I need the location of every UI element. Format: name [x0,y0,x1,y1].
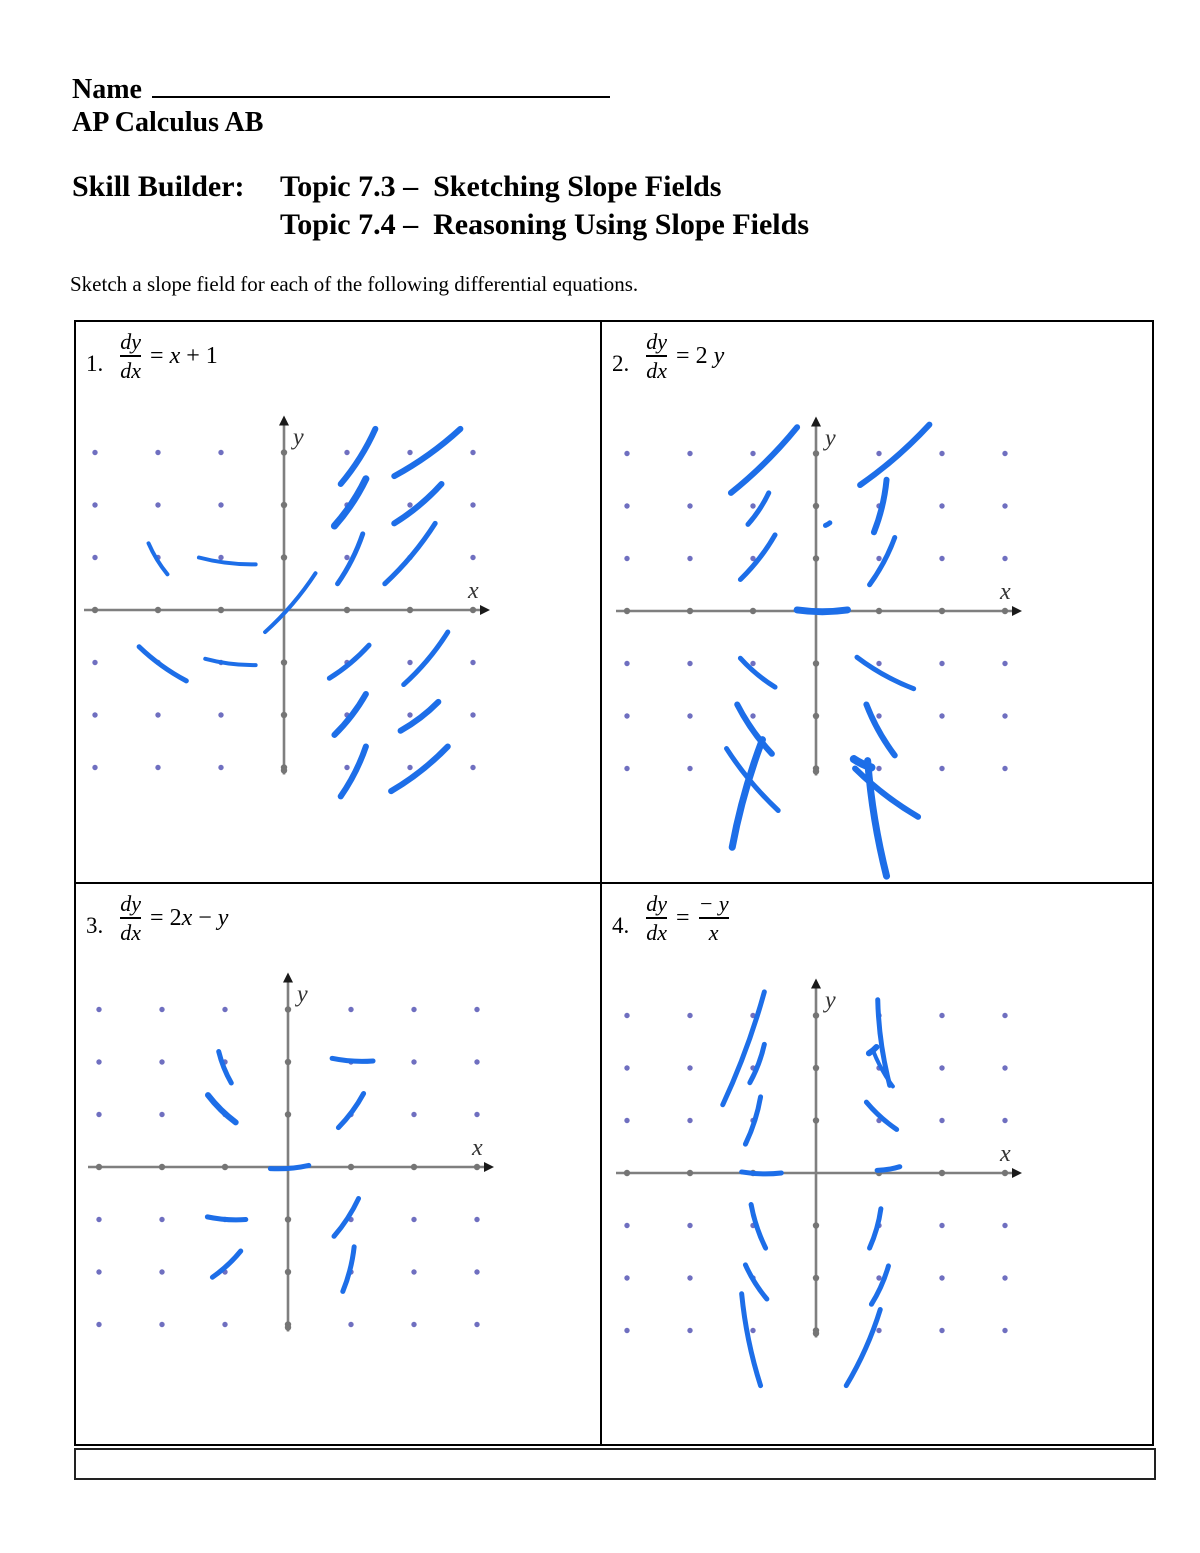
axis-tick [281,554,287,560]
grid-dot [939,1118,944,1123]
grid-dot [407,765,412,770]
slope-stroke [870,538,895,585]
grid-dot [411,1112,416,1117]
answer-box [74,1448,1156,1480]
grid-dot [155,712,160,717]
rhs-expression: x + 1 [169,342,218,369]
page-title [72,168,809,244]
axis-tick [1002,1170,1008,1176]
slope-stroke [870,1209,881,1248]
axis-tick [285,1111,291,1117]
grid-dot [687,1013,692,1018]
slope-stroke [334,1199,359,1237]
x-axis-arrow-icon [1012,1168,1022,1178]
axis-tick [218,607,224,613]
grid-dot [939,1328,944,1333]
slope-stroke [139,647,186,681]
grid-dot [155,502,160,507]
grid-dot [1002,713,1007,718]
equals-sign: = [150,904,164,931]
slope-stroke [334,694,366,735]
slope-stroke [857,657,914,689]
grid-dot [624,1118,629,1123]
y-axis-arrow-icon [283,973,293,983]
axis-tick [813,503,819,509]
slope-stroke [871,1266,888,1304]
course-label: AP Calculus AB [72,107,264,138]
equation-4 [612,892,732,945]
grid-dot [407,660,412,665]
axis-tick [624,1170,630,1176]
slope-stroke [877,1167,900,1171]
grid-dot [624,1065,629,1070]
axis-tick [813,1012,819,1018]
slope-stroke [394,484,441,523]
grid-dot [939,1275,944,1280]
grid-dot [1002,766,1007,771]
grid-dot [470,555,475,560]
grid-dot [939,1065,944,1070]
x-axis-arrow-icon [480,605,490,615]
y-axis-arrow-icon [811,417,821,427]
topic-line-2: Topic 7.4 – Reasoning Using Slope Fields [280,208,809,241]
axis-label-y: y [825,987,836,1014]
slope-stroke [208,1095,236,1122]
grid-dot [624,451,629,456]
grid-dot [92,450,97,455]
equation-1 [86,330,218,383]
slope-stroke [860,425,929,485]
grid-dot [876,661,881,666]
grid-dot [624,503,629,508]
grid-dot [687,661,692,666]
axis-tick [813,768,819,774]
slope-stroke [868,761,887,877]
grid-dot [876,556,881,561]
grid-dot [687,1275,692,1280]
grid-dot [407,450,412,455]
slope-stroke [385,523,435,583]
grid-dot [687,1118,692,1123]
slope-stroke [332,1058,373,1061]
grid-dot [407,502,412,507]
grid-dot [624,713,629,718]
slope-stroke [341,429,376,484]
axis-tick [285,1216,291,1222]
slope-stroke [855,769,918,817]
axis-tick [813,450,819,456]
y-axis-arrow-icon [279,416,289,426]
grid-dot [876,766,881,771]
grid-dot [92,660,97,665]
grid-dot [876,713,881,718]
axis-tick [813,660,819,666]
axis-tick [285,1324,291,1330]
slope-stroke [731,427,797,493]
axis-label-x: x [1000,1141,1011,1167]
grid-dot [1002,556,1007,561]
grid-dot [876,1275,881,1280]
grid-dot [474,1217,479,1222]
slope-stroke [343,1247,354,1292]
grid-dot [939,766,944,771]
grid-dot [159,1322,164,1327]
grid-dot [470,712,475,717]
slope-stroke [391,747,448,792]
rhs-expression: 2x − y [169,904,229,931]
name-label: Name [72,74,142,105]
grid-dot [92,502,97,507]
axis-label-x: x [1000,579,1011,605]
slope-field-4 [602,884,1152,1444]
grid-dot [474,1007,479,1012]
instruction-text: Sketch a slope field for each of the following differential equations. [70,272,639,296]
grid-dot [939,503,944,508]
grid-dot [411,1217,416,1222]
grid-dot [218,765,223,770]
grid-dot [218,502,223,507]
grid-dot [750,713,755,718]
grid-dot [687,1223,692,1228]
grid-dot [344,765,349,770]
grid-dot [1002,1013,1007,1018]
slope-stroke [219,1052,232,1084]
grid-dot [1002,661,1007,666]
lhs-fraction: $\frac{dy}{dx}$ [120,329,142,383]
name-row [72,72,610,106]
axis-tick [348,1164,354,1170]
grid-dot [159,1007,164,1012]
worksheet-table [74,320,1154,1446]
lhs-fraction: $\frac{dy}{dx}$ [646,891,668,945]
axis-tick [285,1006,291,1012]
slope-stroke [797,610,847,612]
slope-stroke [338,534,363,584]
slope-stroke [329,645,369,678]
slope-stroke [745,1097,760,1144]
grid-dot [687,556,692,561]
grid-dot [474,1322,479,1327]
grid-dot [348,1322,353,1327]
grid-dot [159,1217,164,1222]
grid-dot [750,503,755,508]
grid-dot [624,556,629,561]
slope-stroke [740,658,775,687]
grid-dot [624,1013,629,1018]
axis-tick [813,555,819,561]
slope-stroke [338,1094,363,1128]
grid-dot [92,555,97,560]
x-axis-arrow-icon [484,1162,494,1172]
grid-dot [939,1223,944,1228]
grid-dot [344,555,349,560]
axis-tick [470,607,476,613]
axis-tick [813,1275,819,1281]
grid-dot [222,1007,227,1012]
grid-dot [159,1269,164,1274]
axis-label-y: y [293,424,304,451]
grid-dot [155,765,160,770]
grid-dot [470,502,475,507]
grid-dot [96,1217,101,1222]
equals-sign: = [676,342,690,369]
slope-stroke [866,1102,896,1129]
grid-dot [624,661,629,666]
problem-number: 3. [86,912,104,938]
grid-dot [750,451,755,456]
slope-stroke [207,1217,245,1220]
grid-dot [687,451,692,456]
grid-dot [750,1328,755,1333]
equals-sign: = [676,904,690,931]
grid-dot [92,712,97,717]
lhs-fraction: $\frac{dy}{dx}$ [646,329,668,383]
grid-dot [159,1059,164,1064]
problem-cell-4 [602,884,1152,1444]
equals-sign: = [150,342,164,369]
slope-stroke [740,535,775,580]
axis-tick [750,608,756,614]
grid-dot [687,1328,692,1333]
slope-stroke [742,1172,782,1174]
slope-stroke [846,1310,880,1386]
equation-2 [612,330,724,383]
slope-stroke [750,1044,764,1082]
axis-tick [281,659,287,665]
grid-dot [474,1059,479,1064]
y-axis-arrow-icon [811,979,821,989]
problem-cell-3 [76,884,602,1444]
slope-stroke [401,702,439,731]
grid-dot [96,1059,101,1064]
axis-tick [687,608,693,614]
rhs-expression: 2 y [695,342,725,369]
slope-stroke [723,992,765,1105]
x-axis-arrow-icon [1012,606,1022,616]
slope-stroke [825,523,829,526]
grid-dot [1002,1118,1007,1123]
grid-dot [470,765,475,770]
topic-line-1: Topic 7.3 – Sketching Slope Fields [280,170,722,203]
grid-dot [96,1007,101,1012]
grid-dot [1002,1223,1007,1228]
grid-dot [348,1007,353,1012]
grid-dot [411,1059,416,1064]
axis-tick [813,1222,819,1228]
problem-number: 2. [612,350,630,376]
grid-dot [474,1112,479,1117]
lhs-fraction: $\frac{dy}{dx}$ [120,891,142,945]
slope-stroke [265,573,315,632]
axis-tick [1002,608,1008,614]
grid-dot [1002,1275,1007,1280]
slope-field-3 [76,884,600,1444]
slope-stroke [205,659,255,665]
axis-tick [222,1164,228,1170]
grid-dot [1002,503,1007,508]
grid-dot [624,1275,629,1280]
skill-builder-label: Skill Builder: [72,170,245,203]
grid-dot [939,661,944,666]
grid-dot [1002,1065,1007,1070]
slope-stroke [748,493,769,525]
axis-tick [624,608,630,614]
name-underline [152,72,610,98]
axis-tick [285,1059,291,1065]
axis-tick [876,608,882,614]
problem-number: 4. [612,912,630,938]
axis-label-x: x [468,578,479,604]
axis-tick [813,713,819,719]
slope-stroke [149,543,168,574]
grid-dot [474,1269,479,1274]
grid-dot [687,713,692,718]
slope-stroke [394,429,460,476]
grid-dot [939,556,944,561]
axis-tick [411,1164,417,1170]
slope-field-2 [602,322,1152,882]
axis-tick [813,1117,819,1123]
axis-tick [96,1164,102,1170]
grid-dot [411,1007,416,1012]
grid-dot [411,1269,416,1274]
slope-stroke [866,704,894,755]
axis-tick [159,1164,165,1170]
axis-tick [344,607,350,613]
axis-tick [285,1269,291,1275]
grid-dot [687,766,692,771]
grid-dot [96,1112,101,1117]
axis-label-y: y [825,425,836,452]
grid-dot [96,1269,101,1274]
slope-stroke [874,480,887,533]
axis-tick [92,607,98,613]
grid-dot [411,1322,416,1327]
problem-number: 1. [86,350,104,376]
slope-stroke [341,747,366,797]
axis-label-y: y [297,981,308,1008]
grid-dot [96,1322,101,1327]
grid-dot [687,1065,692,1070]
problem-cell-1 [76,322,602,884]
slope-stroke [737,704,772,753]
axis-tick [813,1065,819,1071]
grid-dot [159,1112,164,1117]
axis-label-x: x [472,1135,483,1161]
grid-dot [939,451,944,456]
grid-dot [1002,451,1007,456]
axis-tick [813,1330,819,1336]
equation-3 [86,892,228,945]
grid-dot [470,450,475,455]
grid-dot [222,1322,227,1327]
grid-dot [876,451,881,456]
axis-tick [474,1164,480,1170]
grid-dot [344,450,349,455]
grid-dot [687,503,692,508]
slope-field-1 [76,322,600,882]
grid-dot [624,1328,629,1333]
slope-stroke [199,558,256,565]
slope-stroke [404,632,448,685]
grid-dot [218,450,223,455]
grid-dot [470,660,475,665]
slope-stroke [745,1265,766,1299]
axis-tick [281,502,287,508]
grid-dot [92,765,97,770]
axis-tick [281,767,287,773]
axis-tick [281,449,287,455]
axis-tick [939,1170,945,1176]
rhs-fraction: $\frac{- y}{x}$ [698,891,729,945]
grid-dot [624,766,629,771]
axis-tick [155,607,161,613]
axis-tick [687,1170,693,1176]
axis-tick [407,607,413,613]
grid-dot [939,1013,944,1018]
grid-dot [407,712,412,717]
problem-cell-2 [602,322,1152,884]
grid-dot [155,450,160,455]
grid-dot [750,661,755,666]
grid-dot [218,712,223,717]
axis-tick [939,608,945,614]
axis-tick [281,712,287,718]
grid-dot [1002,1328,1007,1333]
grid-dot [876,1328,881,1333]
slope-stroke [742,1294,761,1386]
grid-dot [624,1223,629,1228]
grid-dot [218,555,223,560]
grid-dot [939,713,944,718]
